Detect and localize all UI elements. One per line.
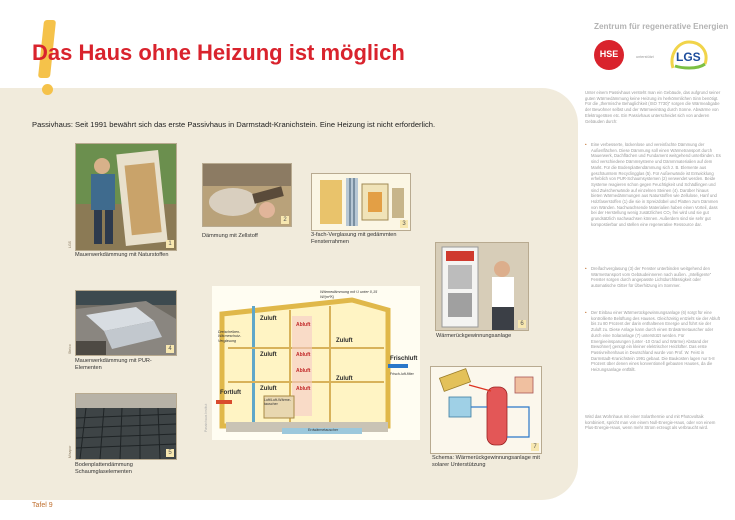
photo-caption: Mauerwerkdämmung mit Naturstoffen [75, 252, 169, 258]
erdwaermetauscher-label: Erdwärmetauscher [308, 428, 339, 432]
photo-caption: Schema: Wärmerückgewinnungsanlage mit solarer Unterstützung [432, 455, 540, 468]
photo-foamglass-insulation [75, 393, 177, 460]
lgs-logo-text: LGS [676, 50, 701, 64]
photo-heat-recovery-unit [435, 242, 529, 331]
photo-number: 6 [518, 320, 526, 328]
bullet-icon: • [585, 266, 587, 271]
page-title: Das Haus ohne Heizung ist möglich [32, 40, 405, 65]
photo-number: 4 [166, 345, 174, 353]
abluft-label: Abluft [296, 352, 311, 358]
hse-logo [594, 40, 624, 70]
frischluft-label: Frischluft [390, 356, 418, 362]
photo-triple-glazing-image [312, 174, 410, 230]
photo-caption: Mauerwerkdämmung mit PUR-Elementen [75, 358, 152, 371]
passive-house-diagram [212, 286, 420, 440]
photo-pur-insulation [75, 290, 177, 356]
lgs-logo [667, 38, 711, 72]
zuluft-label: Zuluft [260, 386, 277, 392]
photo-number: 2 [281, 216, 289, 224]
schema-heat-recovery-graphic [431, 367, 541, 453]
photo-credit: LGS [68, 240, 72, 248]
bullet-icon: • [585, 310, 587, 315]
photo-pur-image [76, 291, 176, 355]
waermetauscher-label: Luft/Luft-Wärme-tauscher [264, 398, 291, 407]
diagram-credit: Passivhaus Institut [204, 403, 208, 432]
fortluft-label: Fortluft [220, 390, 241, 396]
verglasung-label: Dreischeiben-Wärmeschutz-Verglasung [218, 330, 242, 343]
photo-credit: Steico [68, 344, 72, 354]
panel-number: Tafel 9 [32, 502, 53, 509]
house-diagram-graphic [212, 286, 420, 440]
abluft-label: Abluft [296, 368, 311, 374]
photo-number: 3 [400, 220, 408, 228]
abluft-label: Abluft [296, 386, 311, 392]
sidebar-bullet-heat-recovery: Der Einbau einer Wärmerückgewinnungsanlage (6) sorgt für eine kontrollierte Belüftung des Hauses. Gleichzeitig entzieht sie der Abluft bis zu 80 Prozent der darin enthaltenen Energie und führt sie der Zuluft zu. Diese Anlage kann durch einen Erdwärmetauscher oder durch eine Solaranlage (7) unterstützt werden. Für Energieeinsparungen (unter -10 Grad und Wärme) Abstand der Bewohner) genügt ein kleiner elektrischer Heizlüfter. Das erste Passivreihenhaus in Deutschland wurde von Prof. W. Feist in Darmstadt-Kranichstein 1991 gebaut. Die Baukosten lagen nur 5-8 Prozent über denen eines konventionell gebauten Hauses, da die Heizungsanlage entfällt. [591, 310, 720, 373]
zuluft-label: Zuluft [336, 338, 353, 344]
photo-foamglass-image [76, 394, 176, 459]
photo-number: 1 [166, 240, 174, 248]
photo-number: 5 [166, 449, 174, 457]
photo-caption: 3-fach-Verglasung mit gedämmten Fensterrahmen [311, 232, 397, 245]
photo-caption: Bodenplattendämmung Schaumglaselementen [75, 462, 133, 475]
supported-by-label: unterstützt [636, 55, 654, 59]
zuluft-label: Zuluft [336, 376, 353, 382]
photo-natural-insulation-image [76, 144, 176, 250]
hse-logo-text: HSE [599, 49, 619, 59]
center-title: Zentrum für regenerative Energien [594, 22, 729, 31]
photo-heat-recovery-image [436, 243, 528, 330]
waermedaemmung-label: Wärmedämmung mit U unter 0,15 W/(m²K) [320, 290, 378, 299]
bullet-icon: • [585, 142, 587, 147]
sidebar-bullet-glazing: Dreifachverglasung (3) der Fenster unterbinden weitgehend den Wärmetransport vom Gebäudeinneren nach außen. „Intelligente“ Fenster sorgen durch angepasste Lichtdurchlässigkeit oder automatische Gitter für Überhitzung im Sommer. [591, 266, 712, 289]
photo-credit: Misapor [68, 445, 72, 458]
photo-caption: Dämmung mit Zellstoff [202, 233, 258, 239]
zuluft-label: Zuluft [260, 316, 277, 322]
sidebar-bullet-insulation: Eine verbesserte, lückenlose und vereinfachte Dämmung der Außenflächen. Diese Dämmung soll einen Wärmetransport durch Mauerwerk, Dachflächen und Fundament weitgehend unterbinden. Es sind verschiedene Dämmsysteme und Dämmmaterialien auf dem Markt. Für die Bodenplattendämmung sich z. B. Elemente aus geschäumtem Recyclingglas (5). Für Außenwände ist Entwicklung erheblich von PUR-Schaumsystemen (2) verwendet werden. Beide Systeme reagieren schon gegen Feuchtigkeit und Schädlingen und sind Zwischenwände auf einzelnen Steinen (4). Darüber hinaus bieten Wärmedämmungen aus Naturstoffen wie Zellulose, Hanf und Holzfaserstoffen (1) die sie in Spreizdübel und Platten zum Dämmen von Wänden. Nachwachsende Materialien haben einen Vorteil, dass bei der Herstellung wenig zusätzliches CO₂ frei wird und sie gut grundsätzlich nachwachsen können. Außerdem sind sie sehr gut kompostierbar und stellen eine regenerative Ressource dar. [591, 142, 721, 227]
exclamation-dot-icon [42, 84, 53, 95]
photo-caption: Wärmerückgewinnungsanlage [436, 333, 512, 339]
sidebar-outro: Wird das Wohnhaus mit einer Solarthermie und mit Photovoltaik kombiniert, spricht man von einem Null-Energie-Haus, oder von einem Plus-Energie-Haus, wenn mehr Strom erzeugt als verbraucht wird. [585, 414, 716, 431]
photo-cellulose-insulation [202, 163, 292, 227]
photo-number: 7 [531, 443, 539, 451]
photo-natural-insulation [75, 143, 177, 251]
abluft-label: Abluft [296, 322, 311, 328]
zuluft-label: Zuluft [260, 352, 277, 358]
frischluftfilter-label: Frisch-luft-filter [390, 372, 414, 376]
photo-cellulose-image [203, 164, 291, 226]
intro-text: Passivhaus: Seit 1991 bewährt sich das erste Passivhaus in Darmstadt-Kranichstein. Eine Heizung ist nicht erforderlich. [32, 120, 436, 129]
schema-heat-recovery-solar [430, 366, 542, 454]
sidebar-intro: Unter einem Passivhaus versteht man ein Gebäude, das aufgrund seiner guten Wärmedämmung keine Heizung im herkömmlichen Sinn benötigt. Für die „thermische Behaglichkeit (ISO 7730)“ sorgen die Wärmeabgabe der Bewohner selbst und der Wärmeeintrag durch Sonne. Abwärme von Elektrogeräten etc. Ein Passivhaus unterscheidet sich von anderen Gebäuden durch: [585, 90, 721, 124]
photo-triple-glazing [311, 173, 411, 231]
